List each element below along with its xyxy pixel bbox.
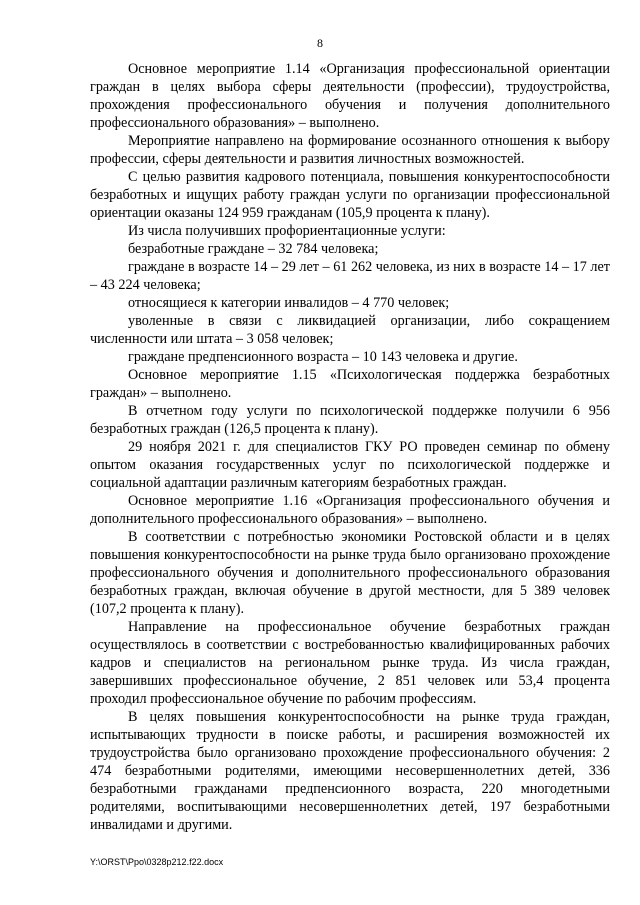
paragraph: 29 ноября 2021 г. для специалистов ГКУ РО проведен семинар по обмену опытом оказания государственных услуг по психологической поддержке и социальной адаптации различным категориям безработных граждан.	[90, 439, 610, 491]
list-item: безработные граждане – 32 784 человека;	[128, 241, 379, 257]
paragraph: В соответствии с потребностью экономики Ростовской области и в целях повышения конкурентоспособности на рынке труда было организовано прохождение профессионального обучения и дополнительного профессионального образования безработных граждан, включая обучение в другой местности, для 5 389 человек (107,2 процента к плану).	[90, 529, 610, 617]
paragraph: Из числа получивших профориентационные услуги:	[128, 223, 446, 239]
paragraph: В целях повышения конкурентоспособности на рынке труда граждан, испытывающих трудности в поиске работы, и расширения возможностей их трудоустройства было организовано прохождение профессионального обучения: 2 474 безработными родителями, имеющими несовершеннолетних детей, 336 безработными гражданами предпенсионного возраста, 220 многодетными родителями, воспитывающими несовершеннолетних детей, 197 безработными инвалидами и другими.	[90, 709, 610, 833]
list-item: относящиеся к категории инвалидов – 4 770 человек;	[128, 295, 450, 311]
list-item: уволенные в связи с ликвидацией организации, либо сокращением численности или штата – 3 058 человек;	[90, 313, 610, 347]
document-body	[90, 60, 610, 834]
paragraph: Направление на профессиональное обучение безработных граждан осуществлялось в соответствии с востребованностью квалифицированных рабочих кадров и специалистов на региональном рынке труда. Из числа граждан, завершивших профессиональное обучение, 2 851 человек или 53,4 процента проходил профессиональное обучение по рабочим профессиям.	[90, 619, 610, 707]
list-item: граждане предпенсионного возраста – 10 143 человека и другие.	[128, 349, 518, 365]
paragraph: Основное мероприятие 1.16 «Организация профессионального обучения и дополнительного профессионального образования» – выполнено.	[90, 493, 610, 527]
file-path-footer: Y:\ORST\Ppo\0328p212.f22.docx	[90, 857, 224, 867]
paragraph: Основное мероприятие 1.14 «Организация профессиональной ориентации граждан в целях выбора сферы деятельности (профессии), трудоустройства, прохождения профессионального обучения и получения дополнительного профессионального образования» – выполнено.	[90, 61, 610, 131]
paragraph: Мероприятие направлено на формирование осознанного отношения к выбору профессии, сферы деятельности и развития личностных возможностей.	[90, 133, 610, 167]
paragraph: С целью развития кадрового потенциала, повышения конкурентоспособности безработных и ищущих работу граждан услуги по организации профессиональной ориентации оказаны 124 959 гражданам (105,9 процента к плану).	[90, 169, 610, 221]
page-number: 8	[317, 36, 323, 50]
paragraph: В отчетном году услуги по психологической поддержке получили 6 956 безработных граждан (126,5 процента к плану).	[90, 403, 610, 437]
paragraph: Основное мероприятие 1.15 «Психологическая поддержка безработных граждан» – выполнено.	[90, 367, 610, 401]
list-item: граждане в возрасте 14 – 29 лет – 61 262 человека, из них в возрасте 14 – 17 лет – 43 224 человека;	[90, 259, 610, 293]
